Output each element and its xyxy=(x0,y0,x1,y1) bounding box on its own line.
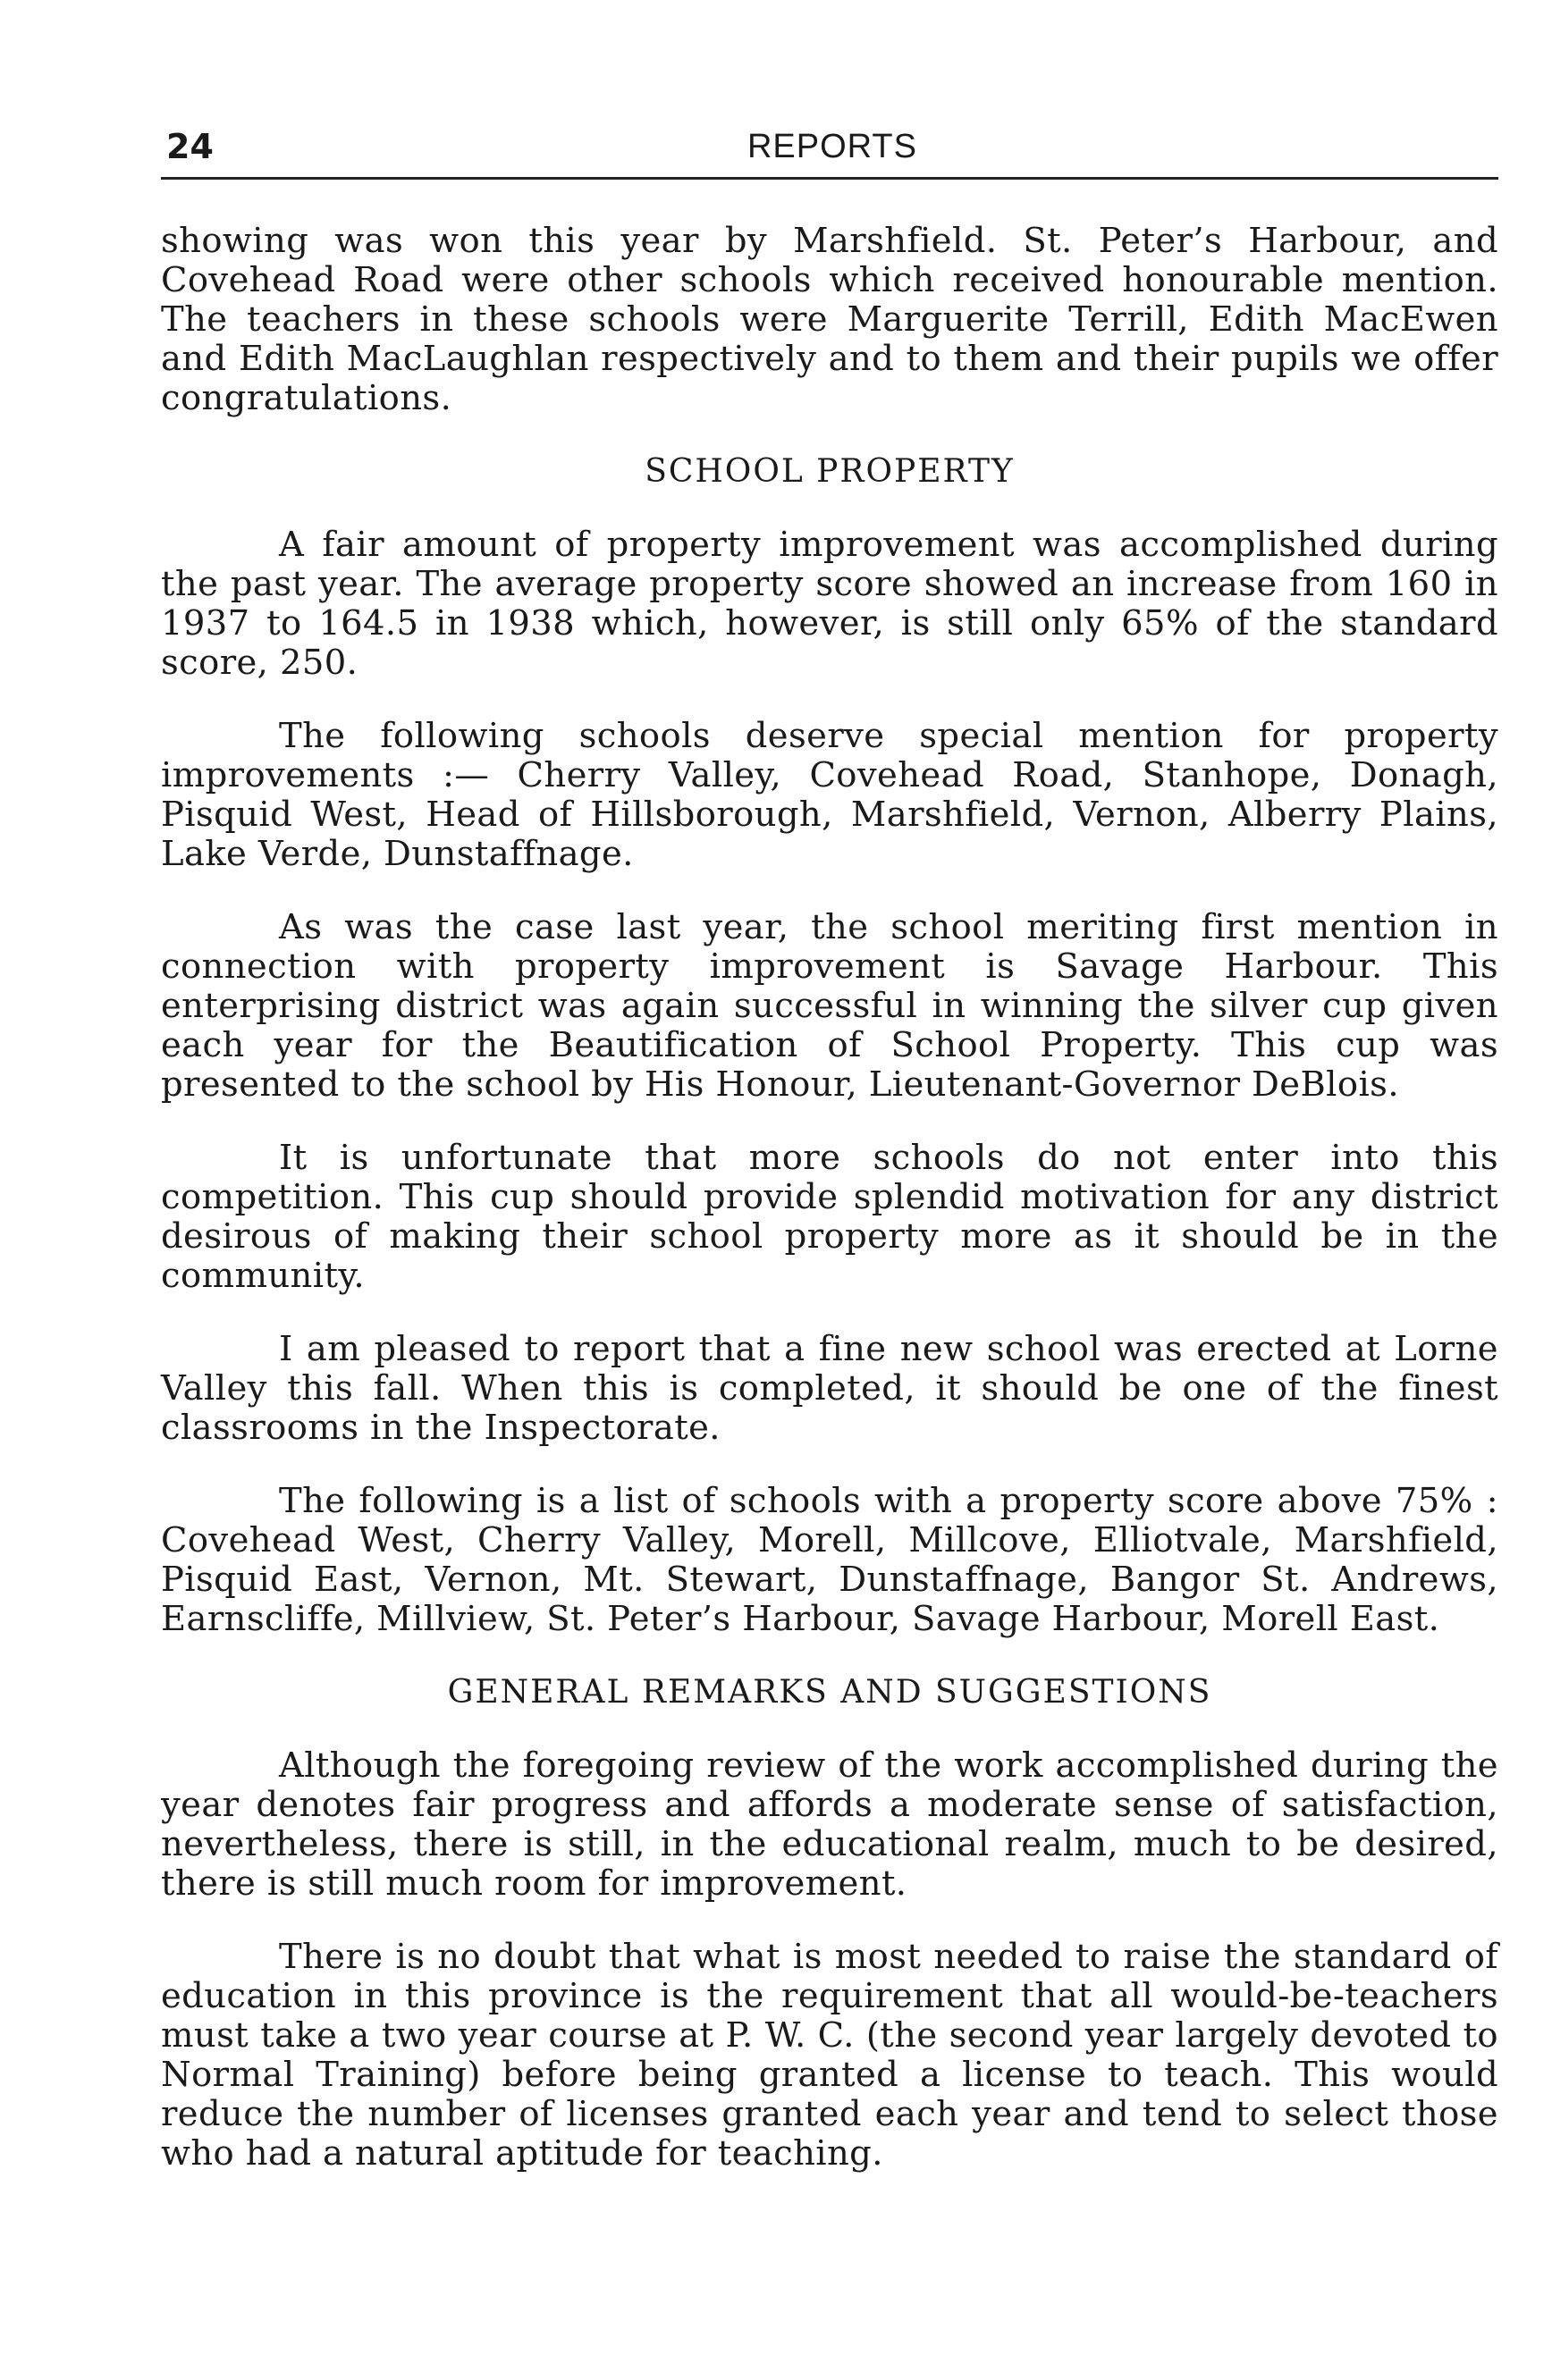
paragraph-9: There is no doubt that what is most needed to raise the standard of education in this province is the requirement that all would-be-teachers must take a two year course at P. W. C. (the second year largely devoted to Normal Training) before being granted a license to teach. This would reduce the number of licenses granted each year and tend to select those who had a natural aptitude for teaching. xyxy=(161,1937,1498,2174)
section-heading-general-remarks: GENERAL REMARKS AND SUGGESTIONS xyxy=(447,1674,1212,1711)
paragraph-2: A fair amount of property improvement was accomplished during the past year. The average property score showed an increase from 160 in 1937 to 164.5 in 1938 which, however, is still only 65% of the standard score, 250. xyxy=(161,525,1498,683)
paragraph-1: showing was won this year by Marshfield. St. Peter’s Harbour, and Covehead Road were other schools which received honourable mention. The teachers in these schools were Marguerite Terrill, Edith MacEwen and Edith MacLaughlan respectively and to them and their pupils we offer congratulations. xyxy=(161,221,1498,418)
paragraph-4: As was the case last year, the school meriting first mention in connection with property improvement is Savage Harbour. This enterprising district was again successful in winning the silver cup given each year for the Beautification of School Property. This cup was presented to the school by His Honour, Lieutenant-Governor DeBlois. xyxy=(161,907,1498,1105)
page-header xyxy=(166,125,1498,179)
body-text xyxy=(161,222,1498,2174)
header-rule xyxy=(161,177,1498,180)
paragraph-6: I am pleased to report that a fine new school was erected at Lorne Valley this fall. When this is completed, it should be one of the finest classrooms in the Inspectorate. xyxy=(161,1329,1498,1448)
paragraph-8: Although the foregoing review of the work accomplished during the year denotes fair progress and affords a moderate sense of satisfaction, nevertheless, there is still, in the educational realm, much to be desired, there is still much room for improvement. xyxy=(161,1745,1498,1904)
page-number: 24 xyxy=(166,127,214,166)
section-heading-school-property: SCHOOL PROPERTY xyxy=(645,453,1015,490)
paragraph-5: It is unfortunate that more schools do not enter into this competition. This cup should provide splendid motivation for any district desirous of making their school property more as it should be in the community. xyxy=(161,1138,1498,1296)
running-head: REPORTS xyxy=(746,128,917,165)
paragraph-7: The following is a list of schools with a property score above 75% : Covehead West, Cherry Valley, Morell, Millcove, Elliotvale, Marshfield, Pisquid East, Vernon, Mt. Stewart, Dunstaffnage, Bangor St. Andrews, Earnscliffe, Millview, St. Peter’s Harbour, Savage Harbour, Morell East. xyxy=(161,1481,1498,1639)
paragraph-3: The following schools deserve special mention for property improvements :— Cherry Valley, Covehead Road, Stanhope, Donagh, Pisquid West, Head of Hillsborough, Marshfield, Vernon, Alberry Plains, Lake Verde, Dunstaffnage. xyxy=(161,716,1498,874)
